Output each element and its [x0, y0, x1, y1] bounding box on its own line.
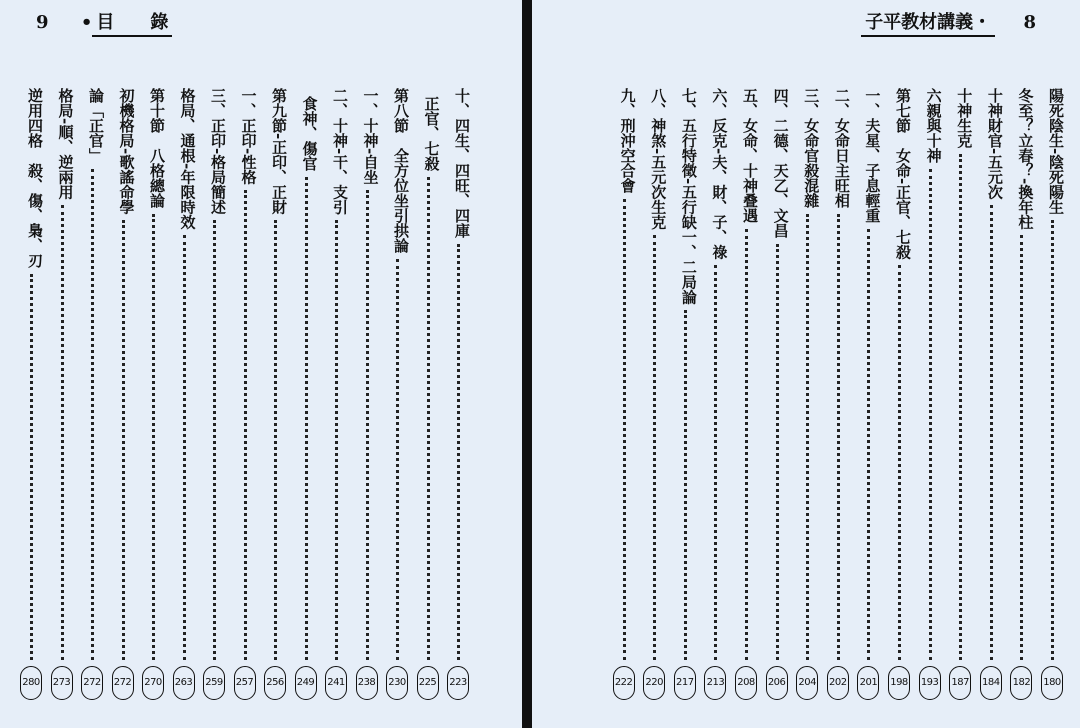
- toc-entry-title: 十神生克: [955, 88, 974, 148]
- toc-entry: [1042, 88, 1064, 700]
- toc-entry-title: 第八節 全方位坐引拱論: [392, 88, 410, 253]
- dot-leader: [745, 229, 748, 660]
- toc-entry: [326, 88, 348, 700]
- toc-entry-page-number: 223: [447, 666, 469, 700]
- toc-entry: [174, 88, 196, 700]
- toc-entry-page-number: 257: [234, 666, 256, 700]
- dot-leader: [714, 265, 717, 660]
- dot-leader: [990, 205, 993, 660]
- dot-leader: [61, 205, 64, 660]
- toc-entry-title: 二、十神-干、支引: [331, 88, 349, 215]
- left-page-header: 9 • 目 錄: [36, 8, 172, 34]
- toc-entry-title: 三、女命官殺混雜: [802, 88, 821, 208]
- toc-entry-page-number: 217: [674, 666, 696, 700]
- toc-entry: [736, 88, 758, 700]
- toc-entry-page-number: 222: [613, 666, 635, 700]
- toc-entry-page-number: 272: [112, 666, 134, 700]
- toc-entry-page-number: 238: [356, 666, 378, 700]
- toc-entry-title: 格局、通根-年限時效: [178, 88, 197, 230]
- toc-entry: [614, 88, 636, 700]
- toc-entry-page-number: 204: [796, 666, 818, 700]
- toc-entry-page-number: 280: [20, 666, 42, 700]
- toc-entry: [448, 88, 470, 700]
- toc-entry-title: 逆用四格 殺、傷、梟、刃: [26, 88, 44, 268]
- left-header-title: 目 錄: [92, 12, 172, 37]
- toc-entry-title: 六、反克-夫、財、子、祿: [710, 88, 729, 260]
- toc-entry: [204, 88, 226, 700]
- dot-leader: [1020, 235, 1023, 660]
- toc-entry-title: 一、十神-自坐: [361, 88, 380, 185]
- dot-leader: [274, 220, 277, 660]
- toc-entry-title: 食神、傷官: [300, 96, 319, 171]
- toc-entry-page-number: 259: [203, 666, 225, 700]
- toc-entry: [52, 88, 74, 700]
- toc-entry-page-number: 202: [827, 666, 849, 700]
- toc-entry-page-number: 201: [857, 666, 879, 700]
- toc-entry-page-number: 263: [173, 666, 195, 700]
- toc-entry-page-number: 272: [81, 666, 103, 700]
- toc-entry-page-number: 180: [1041, 666, 1063, 700]
- toc-entry-page-number: 193: [919, 666, 941, 700]
- toc-entry: [828, 88, 850, 700]
- toc-entry-page-number: 241: [325, 666, 347, 700]
- dot-leader: [929, 169, 932, 660]
- dot-leader: [213, 220, 216, 660]
- toc-entry-title: 六親與十神: [924, 88, 943, 163]
- dot-leader: [335, 220, 338, 660]
- dot-leader: [427, 177, 430, 660]
- toc-entry-title: 冬至？立春？-換年柱: [1016, 88, 1035, 230]
- toc-entry: [235, 88, 257, 700]
- dot-leader: [837, 214, 840, 660]
- left-page: [0, 0, 522, 728]
- toc-entry: [950, 88, 972, 700]
- toc-entry-title: 十、四生、四旺、四庫: [453, 88, 471, 238]
- dot-leader: [867, 229, 870, 660]
- toc-entry-page-number: 225: [417, 666, 439, 700]
- book-spine: [522, 0, 532, 728]
- dot-leader: [30, 274, 33, 660]
- toc-entry: [644, 88, 666, 700]
- toc-entry-title: 四、二德、天乙、文昌: [771, 88, 790, 238]
- right-header-title: 子平教材講義・: [861, 12, 995, 37]
- dot-leader: [457, 244, 460, 660]
- dot-leader: [91, 169, 94, 660]
- toc-entry-page-number: 198: [888, 666, 910, 700]
- right-page-header: [861, 8, 1036, 34]
- toc-entry: [920, 88, 942, 700]
- toc-entry-title: 九、刑沖空合會: [618, 88, 637, 193]
- dot-leader: [623, 199, 626, 660]
- toc-entry-title: 正官、七殺: [422, 96, 441, 171]
- toc-entry-title: 一、正印-性格: [239, 88, 258, 185]
- toc-entry-title: 八、神煞-五元次生克: [649, 88, 668, 230]
- toc-entry-title: 十神財官-五元次: [985, 88, 1004, 200]
- toc-entry-page-number: 256: [264, 666, 286, 700]
- dot-leader: [806, 214, 809, 660]
- toc-entry: [143, 88, 165, 700]
- toc-entry-title: 初機格局-歌謠命學: [117, 88, 136, 215]
- toc-entry: [82, 88, 104, 700]
- toc-entry-page-number: 206: [766, 666, 788, 700]
- toc-entry-page-number: 220: [643, 666, 665, 700]
- toc-entry: [357, 88, 379, 700]
- right-page-number: 8: [1023, 12, 1036, 33]
- dot-leader: [776, 244, 779, 660]
- toc-entry-title: 第十節 八格總論: [148, 88, 166, 208]
- toc-entry: [858, 88, 880, 700]
- dot-leader: [898, 265, 901, 660]
- dot-leader: [684, 310, 687, 660]
- toc-entry-title: 第九節-正印、正財: [270, 88, 288, 215]
- toc-entry: [113, 88, 135, 700]
- toc-entry-page-number: 213: [704, 666, 726, 700]
- toc-entry: [21, 88, 43, 700]
- toc-entry-page-number: 270: [142, 666, 164, 700]
- toc-entry-page-number: 230: [386, 666, 408, 700]
- toc-entry: [797, 88, 819, 700]
- left-page-number: 9: [36, 12, 49, 33]
- toc-entry: [1011, 88, 1033, 700]
- toc-entry-page-number: 184: [980, 666, 1002, 700]
- toc-entry-title: 五、女命、十神叠遇: [741, 88, 759, 223]
- dot-leader: [396, 259, 399, 660]
- toc-entry: [418, 88, 440, 700]
- toc-entry-title: 陽死陰生-陰死陽生: [1047, 88, 1065, 215]
- toc-entry-title: 二、女命日主旺相: [832, 88, 851, 208]
- toc-entry-page-number: 187: [949, 666, 971, 700]
- toc-entry: [675, 88, 697, 700]
- dot-leader: [959, 154, 962, 660]
- toc-entry-page-number: 273: [51, 666, 73, 700]
- toc-entry: [981, 88, 1003, 700]
- toc-entry-page-number: 208: [735, 666, 757, 700]
- toc-entry-title: 七、五行特徵-五行缺一、二局論: [679, 88, 698, 305]
- toc-entry: [387, 88, 409, 700]
- toc-entry-page-number: 249: [295, 666, 317, 700]
- dot-leader: [152, 214, 155, 660]
- dot-leader: [183, 235, 186, 660]
- toc-entry: [767, 88, 789, 700]
- toc-entry: [296, 88, 318, 700]
- dot-leader: [122, 220, 125, 660]
- toc-entry-title: 一、夫星、子息輕重: [863, 88, 882, 223]
- toc-entry-title: 格局-順、逆兩用: [56, 88, 75, 200]
- dot-leader: [305, 177, 308, 660]
- toc-entry-title: 第七節 女命-正官、七殺: [894, 88, 912, 260]
- toc-entry-page-number: 182: [1010, 666, 1032, 700]
- toc-entry-title: 論「正官」: [87, 88, 105, 163]
- dot-leader: [244, 190, 247, 660]
- dot-leader: [653, 235, 656, 660]
- toc-entry: [265, 88, 287, 700]
- toc-entry: [705, 88, 727, 700]
- toc-entry: [889, 88, 911, 700]
- dot-leader: [366, 190, 369, 660]
- right-page: [532, 0, 1080, 728]
- toc-entry-title: 三、正印-格局簡述: [209, 88, 227, 215]
- dot-leader: [1051, 220, 1054, 660]
